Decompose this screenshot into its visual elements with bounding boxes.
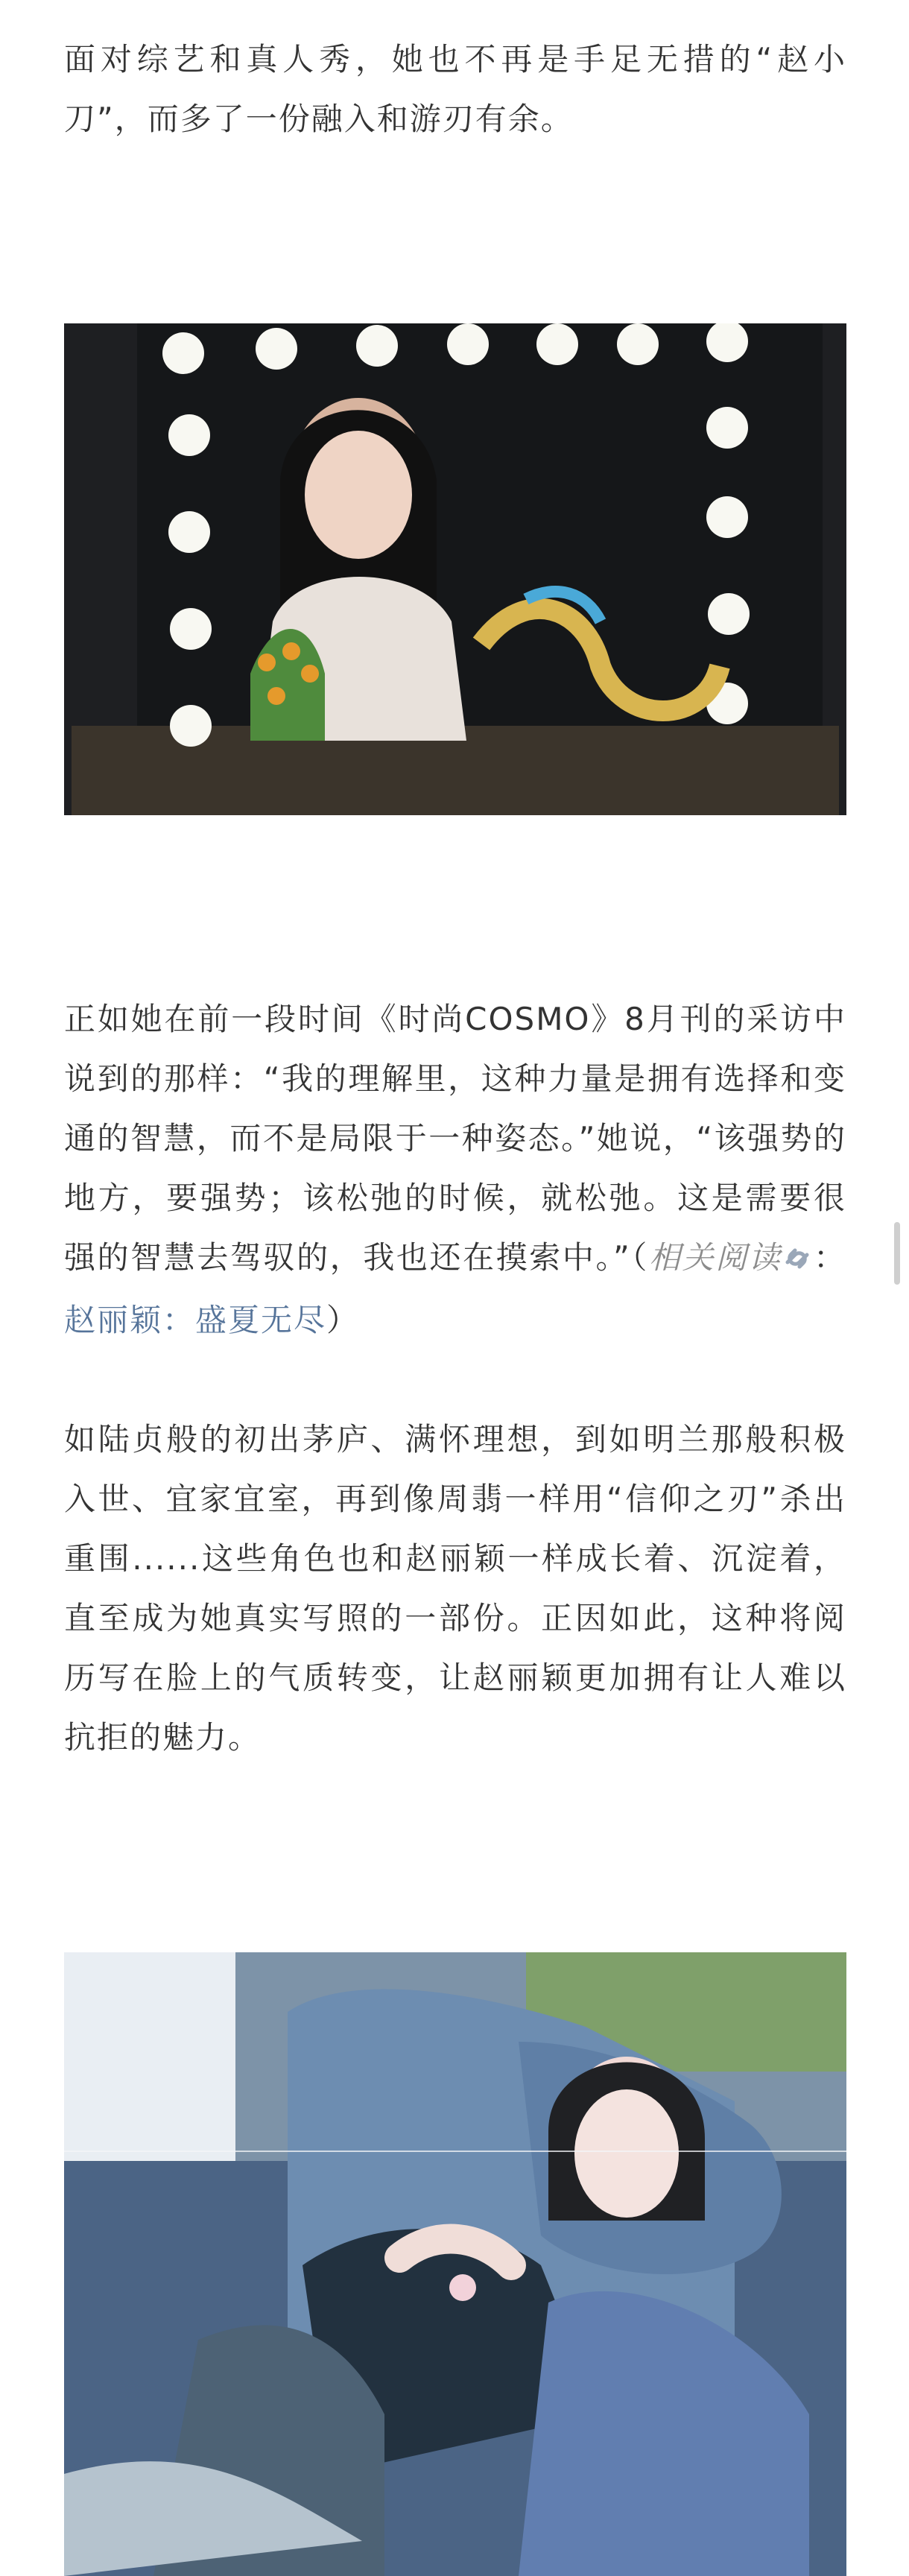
related-article-link[interactable]: 赵丽颖：盛夏无尽	[64, 1302, 327, 1338]
link-icon	[782, 1231, 813, 1291]
article-photo-mirror	[64, 323, 846, 815]
article-photo-pillows	[64, 1952, 846, 2576]
scrollbar-thumb[interactable]	[894, 1222, 900, 1285]
article-paragraph: 面对综艺和真人秀，她也不再是手足无措的“赵小刀”，而多了一份融入和游刃有余。	[64, 41, 846, 137]
photo-icon	[64, 1952, 846, 2576]
close-paren-text: ）	[326, 1302, 360, 1338]
paragraph-text: 正如她在前一段时间《时尚COSMO》8月刊的采访中说到的那样：“我的理解里，这种力量是拥有选择和变通的智慧，而不是局限于一种姿态。”她说，“该强势的地方，要强势；该松弛的时候，就松弛。这是需要很强的智慧去驾驭的，我也还在摸索中。”（	[64, 1001, 846, 1276]
related-reading-label: 相关阅读	[649, 1239, 782, 1276]
article-paragraph	[64, 990, 846, 1350]
article-paragraph: 如陆贞般的初出茅庐、满怀理想，到如明兰那般积极入世、宜家宜室，再到像周翡一样用“信仰之刃”杀出重围......这些角色也和赵丽颖一样成长着、沉淀着，直至成为她真实写照的一部份。正因如此，这种将阅历写在脸上的气质转变，让赵丽颖更加拥有让人难以抗拒的魅力。	[64, 1421, 846, 1756]
photo-icon	[64, 323, 846, 815]
colon-text: ：	[813, 1239, 846, 1276]
